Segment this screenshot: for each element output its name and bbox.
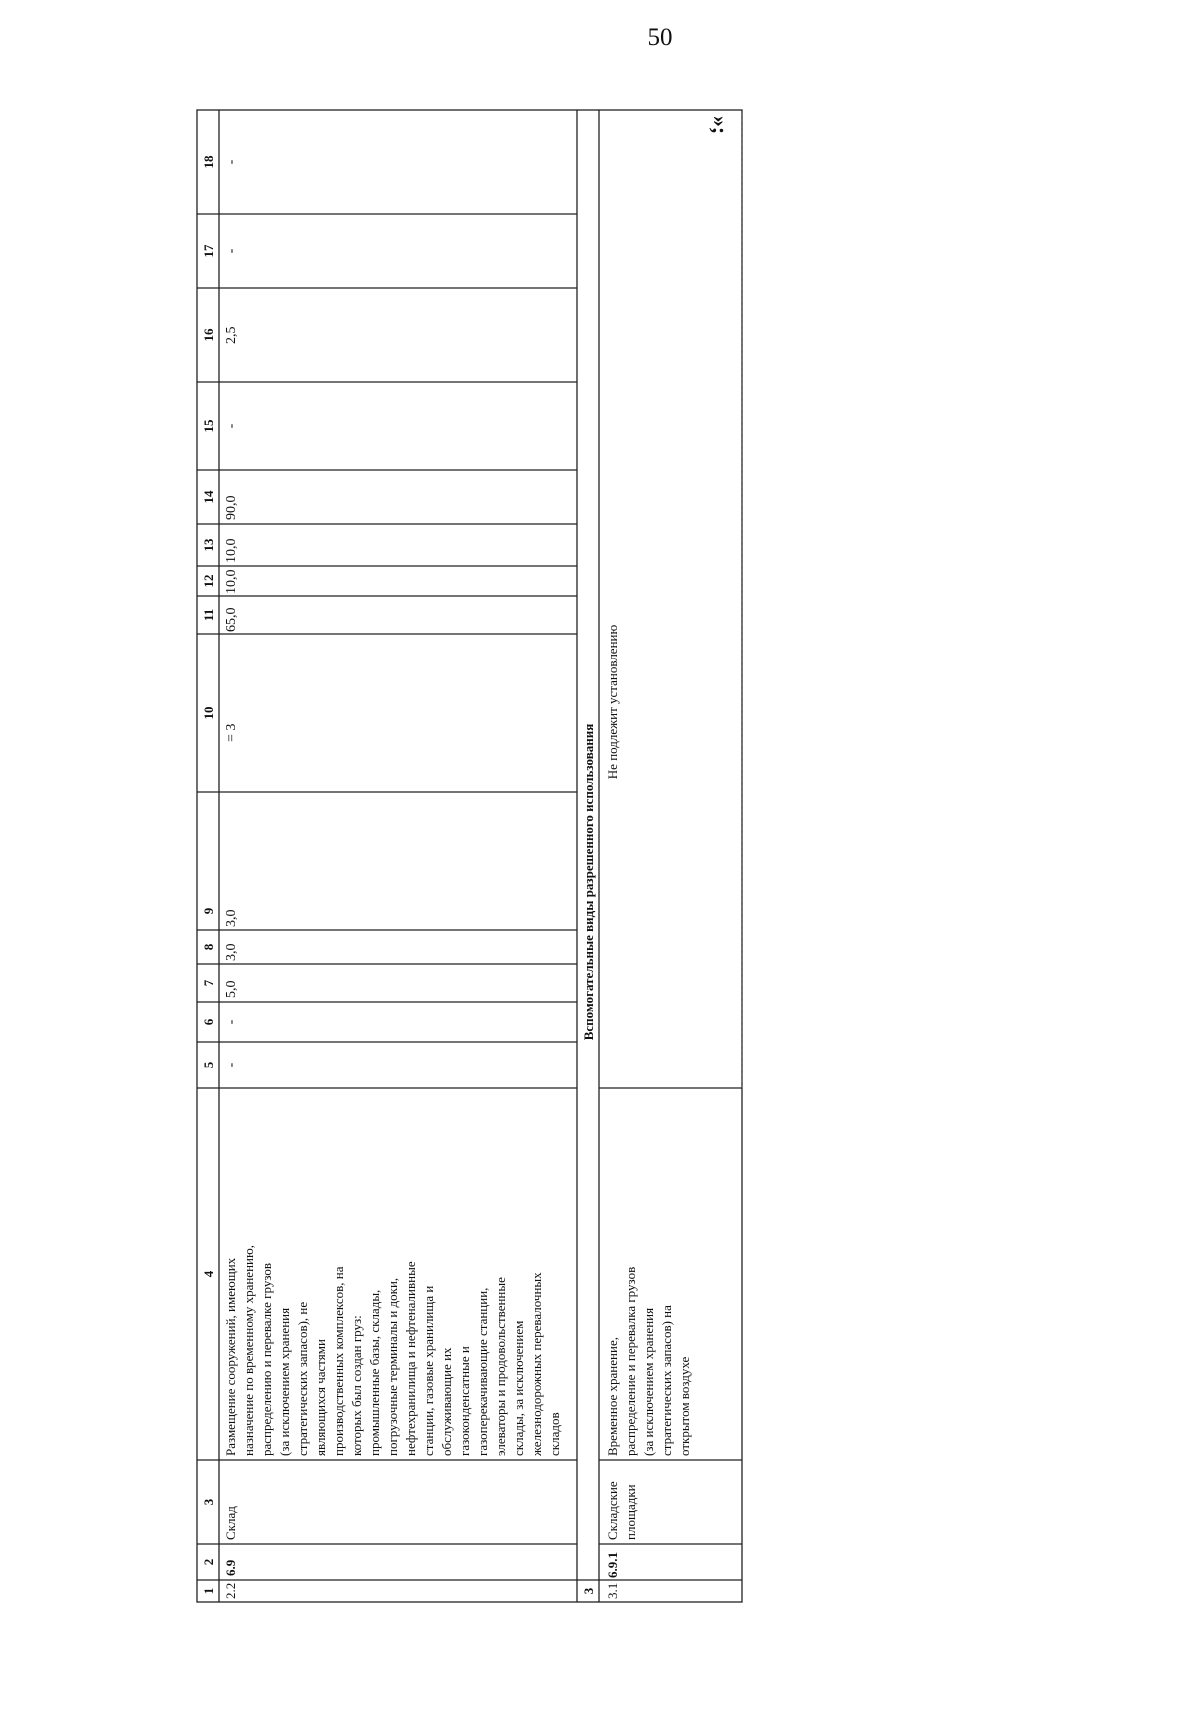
row-3-1-col3-line1: Складские xyxy=(605,1481,620,1540)
row-2-2-col16: 2,5 xyxy=(224,326,239,344)
col-num-9: 9 xyxy=(201,907,216,915)
col-num-3: 3 xyxy=(201,1498,216,1506)
svg-text:являющихся частями: являющихся частями xyxy=(313,1339,328,1456)
col-num-12: 12 xyxy=(201,574,216,588)
col-num-5: 5 xyxy=(201,1061,216,1069)
row-2-2-col10: = 3 xyxy=(224,723,239,742)
row-3-1-col3-line2: площадки xyxy=(623,1484,638,1540)
svg-text:производственных комплексов, н: производственных комплексов, на xyxy=(331,1266,346,1456)
row-2-2-col18: - xyxy=(224,159,239,165)
svg-text:промышленные базы, склады,: промышленные базы, склады, xyxy=(367,1289,382,1456)
svg-text:распределению и перевалке груз: распределению и перевалке грузов xyxy=(259,1262,274,1456)
svg-text:открытом воздухе: открытом воздухе xyxy=(677,1356,692,1456)
row-2-2-col6: - xyxy=(224,1019,239,1025)
row-2-2-col7: 5,0 xyxy=(224,980,239,998)
svg-text:обслуживающие их: обслуживающие их xyxy=(439,1347,454,1456)
svg-text:(за исключением хранения: (за исключением хранения xyxy=(641,1307,656,1456)
col-num-7: 7 xyxy=(201,979,216,987)
row-2-2-col8: 3,0 xyxy=(224,943,239,961)
col-num-2: 2 xyxy=(201,1558,216,1566)
section-3-row xyxy=(581,724,596,1595)
svg-text:станции, газовые хранилища и: станции, газовые хранилища и xyxy=(421,1285,436,1456)
row-2-2-col15: - xyxy=(224,423,239,429)
table-row-3-1 xyxy=(605,625,692,1599)
row-2-2-col9: 3,0 xyxy=(224,909,239,927)
section-3-title: Вспомогательные виды разрешенного использования xyxy=(581,723,596,1041)
col-num-15: 15 xyxy=(201,419,216,433)
svg-text:распределение и перевалка груз: распределение и перевалка грузов xyxy=(623,1266,638,1456)
row-2-2-col17: - xyxy=(224,248,239,254)
col-num-10: 10 xyxy=(201,706,216,720)
col-num-8: 8 xyxy=(201,943,216,951)
row-2-2-col4-text xyxy=(223,1245,562,1457)
col-num-13: 13 xyxy=(201,538,216,552)
col-num-11: 11 xyxy=(201,608,216,622)
col-num-18: 18 xyxy=(201,155,216,169)
svg-text:Временное хранение,: Временное хранение, xyxy=(605,1337,620,1456)
table-frame xyxy=(197,110,742,1602)
svg-text:склады, за исключением: склады, за исключением xyxy=(511,1320,526,1456)
row-2-2-col3: Склад xyxy=(223,1506,238,1540)
svg-text:складов: складов xyxy=(547,1412,562,1456)
svg-text:нефтехранилища и нефтеналивные: нефтехранилища и нефтеналивные xyxy=(403,1261,418,1456)
row-2-2-col1: 2.2 xyxy=(223,1582,238,1599)
svg-text:газоперекачивающие станции,: газоперекачивающие станции, xyxy=(475,1287,490,1456)
col-num-17: 17 xyxy=(201,244,216,258)
header-row xyxy=(201,155,216,1594)
row-2-2-col2: 6.9 xyxy=(223,1559,238,1576)
svg-text:стратегических запасов), не: стратегических запасов), не xyxy=(295,1301,310,1456)
col-num-6: 6 xyxy=(201,1018,216,1026)
closing-quote-mark: »; xyxy=(708,115,733,135)
section-3-number: 3 xyxy=(581,1587,596,1595)
svg-text:назначение по временному хране: назначение по временному хранению, xyxy=(241,1245,256,1456)
row-3-1-col2: 6.9.1 xyxy=(605,1552,620,1578)
row-3-1-not-established: Не подлежит установлению xyxy=(605,624,620,780)
svg-text:газоконденсатные и: газоконденсатные и xyxy=(457,1346,472,1456)
row-2-2-col5: - xyxy=(224,1062,239,1068)
svg-text:Размещение сооружений, имеющих: Размещение сооружений, имеющих xyxy=(223,1257,238,1456)
col-num-1: 1 xyxy=(201,1587,216,1595)
svg-text:стратегических запасов) на: стратегических запасов) на xyxy=(659,1305,674,1456)
col-num-4: 4 xyxy=(201,1270,216,1278)
row-3-1-col1: 3.1 xyxy=(605,1582,620,1599)
svg-text:железнодорожных перевалочных: железнодорожных перевалочных xyxy=(529,1272,544,1456)
row-2-2-col14: 90,0 xyxy=(224,495,239,520)
svg-text:погрузочные терминалы и доки,: погрузочные терминалы и доки, xyxy=(385,1277,400,1456)
table-row-2-2 xyxy=(223,159,562,1599)
row-3-1-col4-text xyxy=(605,1267,692,1456)
svg-text:элеваторы и продовольственные: элеваторы и продовольственные xyxy=(493,1277,508,1456)
row-2-2-col12: 10,0 xyxy=(224,569,239,594)
svg-text:которых был создан груз:: которых был создан груз: xyxy=(349,1315,364,1456)
svg-text:(за исключением хранения: (за исключением хранения xyxy=(277,1307,292,1456)
row-2-2-col13: 10,0 xyxy=(224,538,239,563)
col-num-16: 16 xyxy=(201,328,216,342)
page-number: 50 xyxy=(647,24,673,51)
col-num-14: 14 xyxy=(201,490,216,504)
row-2-2-col11: 65,0 xyxy=(224,607,239,632)
